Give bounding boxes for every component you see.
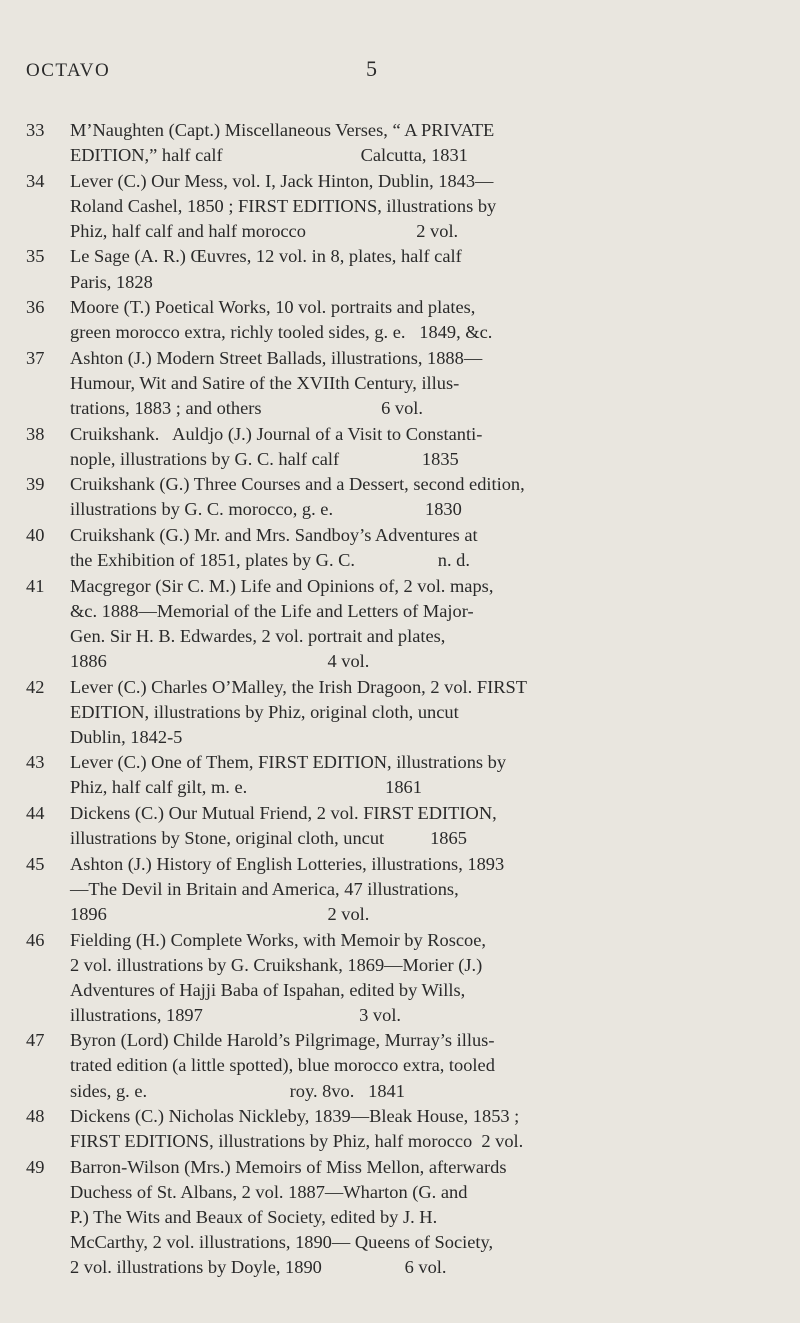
entry-line: Phiz, half calf gilt, m. e. 1861 (70, 777, 422, 798)
entry-line: FIRST EDITIONS, illustrations by Phiz, half morocco 2 vol. (70, 1131, 524, 1152)
page-header (26, 56, 774, 90)
lot-number: 37 (26, 347, 45, 368)
catalogue-entry (26, 295, 776, 345)
entry-line: EDITION,” half calf Calcutta, 1831 (70, 145, 468, 166)
catalogue-entry (26, 169, 776, 244)
lot-number: 33 (26, 120, 45, 140)
entry-line: Cruikshank (G.) Mr. and Mrs. Sandboy’s Adventures at (70, 525, 478, 545)
catalogue-entry (26, 928, 776, 1028)
lot-number: 39 (26, 474, 45, 495)
catalogue-entry (26, 1104, 776, 1154)
entry-line: Lever (C.) Charles O’Malley, the Irish Dragoon, 2 vol. FIRST (70, 676, 527, 697)
catalogue-entry (26, 422, 776, 472)
lot-number: 43 (26, 752, 45, 773)
entry-line: Cruikshank. Auldjo (J.) Journal of a Visit to Constanti- (70, 423, 483, 444)
entry-line: Adventures of Hajji Baba of Ispahan, edited by Wills, (70, 979, 466, 1000)
entry-line: Ashton (J.) History of English Lotteries, illustrations, 1893 (70, 853, 505, 874)
entry-line: Fielding (H.) Complete Works, with Memoir by Roscoe, (70, 929, 487, 950)
entry-line: Dublin, 1842-5 (70, 726, 183, 747)
entry-line: Ashton (J.) Modern Street Ballads, illustrations, 1888— (70, 347, 483, 368)
lot-number: 48 (26, 1106, 45, 1127)
entry-line: trations, 1883 ; and others 6 vol. (70, 398, 423, 419)
catalogue-entry (26, 472, 776, 522)
catalogue-entry (26, 852, 776, 927)
entry-line: McCarthy, 2 vol. illustrations, 1890— Queens of Society, (70, 1232, 494, 1253)
entry-line: Byron (Lord) Childe Harold’s Pilgrimage, Murray’s illus- (70, 1030, 495, 1051)
entry-line: Lever (C.) One of Them, FIRST EDITION, illustrations by (70, 752, 507, 773)
lot-number: 34 (26, 170, 45, 191)
entry-line: the Exhibition of 1851, plates by G. C. n. d. (70, 550, 470, 571)
page-number: 5 (366, 56, 377, 81)
entry-line: EDITION, illustrations by Phiz, original cloth, uncut (70, 701, 459, 722)
entry-line: &c. 1888—Memorial of the Life and Letters of Major- (70, 600, 474, 621)
lot-number: 38 (26, 423, 45, 444)
entry-line: Gen. Sir H. B. Edwardes, 2 vol. portrait and plates, (70, 625, 446, 646)
entry-line: Moore (T.) Poetical Works, 10 vol. portraits and plates, (70, 297, 476, 318)
catalogue-entry (26, 118, 776, 168)
entry-line: Dickens (C.) Our Mutual Friend, 2 vol. FIRST EDITION, (70, 803, 497, 824)
entry-line: Lever (C.) Our Mess, vol. I, Jack Hinton, Dublin, 1843— (70, 170, 494, 191)
entry-line: Duchess of St. Albans, 2 vol. 1887—Wharton (G. and (70, 1181, 468, 1202)
lot-number: 42 (26, 676, 45, 697)
entry-line: Barron-Wilson (Mrs.) Memoirs of Miss Mellon, afterwards (70, 1156, 507, 1177)
catalogue-entries (26, 118, 776, 1281)
entry-line: —The Devil in Britain and America, 47 illustrations, (70, 878, 459, 899)
catalogue-entry (26, 750, 776, 800)
entry-line: P.) The Wits and Beaux of Society, edited by J. H. (70, 1207, 438, 1228)
entry-line: trated edition (a little spotted), blue morocco extra, tooled (70, 1055, 495, 1076)
lot-number: 35 (26, 246, 45, 267)
entry-line: M’Naughten (Capt.) Miscellaneous Verses, “ A PRIVATE (70, 120, 495, 140)
catalogue-entry (26, 574, 776, 674)
entry-line: Roland Cashel, 1850 ; FIRST EDITIONS, illustrations by (70, 195, 497, 216)
catalogue-entry (26, 1155, 776, 1280)
lot-number: 36 (26, 297, 45, 318)
entry-line: 1886 4 vol. (70, 650, 370, 671)
entry-line: Phiz, half calf and half morocco 2 vol. (70, 220, 459, 241)
entry-line: Paris, 1828 (70, 271, 153, 292)
entry-line: illustrations by G. C. morocco, g. e. 1830 (70, 499, 462, 520)
lot-number: 49 (26, 1156, 45, 1177)
catalogue-entry (26, 675, 776, 750)
entry-line: illustrations, 1897 3 vol. (70, 1004, 402, 1025)
lot-number: 46 (26, 929, 45, 950)
entry-line: Dickens (C.) Nicholas Nickleby, 1839—Bleak House, 1853 ; (70, 1106, 520, 1127)
lot-number: 40 (26, 525, 45, 545)
entry-line: 2 vol. illustrations by Doyle, 1890 6 vol. (70, 1257, 447, 1278)
lot-number: 47 (26, 1030, 45, 1051)
entry-line: 2 vol. illustrations by G. Cruikshank, 1869—Morier (J.) (70, 954, 483, 975)
entry-line: sides, g. e. roy. 8vo. 1841 (70, 1080, 405, 1101)
entry-line: nople, illustrations by G. C. half calf 1835 (70, 448, 459, 469)
entry-line: green morocco extra, richly tooled sides, g. e. 1849, &c. (70, 322, 493, 343)
catalogue-entry (26, 801, 776, 851)
catalogue-entry (26, 244, 776, 294)
lot-number: 41 (26, 575, 45, 596)
lot-number: 44 (26, 803, 45, 824)
entry-line: Cruikshank (G.) Three Courses and a Dessert, second edition, (70, 474, 525, 495)
catalogue-entry (26, 1028, 776, 1103)
entry-line: Le Sage (A. R.) Œuvres, 12 vol. in 8, plates, half calf (70, 246, 462, 267)
entry-line: illustrations by Stone, original cloth, uncut 1865 (70, 828, 467, 849)
catalogue-entry (26, 523, 776, 573)
entry-line: Humour, Wit and Satire of the XVIIth Century, illus- (70, 372, 460, 393)
lot-number: 45 (26, 853, 45, 874)
entry-line: Macgregor (Sir C. M.) Life and Opinions of, 2 vol. maps, (70, 575, 494, 596)
entry-line: 1896 2 vol. (70, 903, 370, 924)
section-title: OCTAVO (26, 60, 111, 81)
catalogue-entry (26, 346, 776, 421)
